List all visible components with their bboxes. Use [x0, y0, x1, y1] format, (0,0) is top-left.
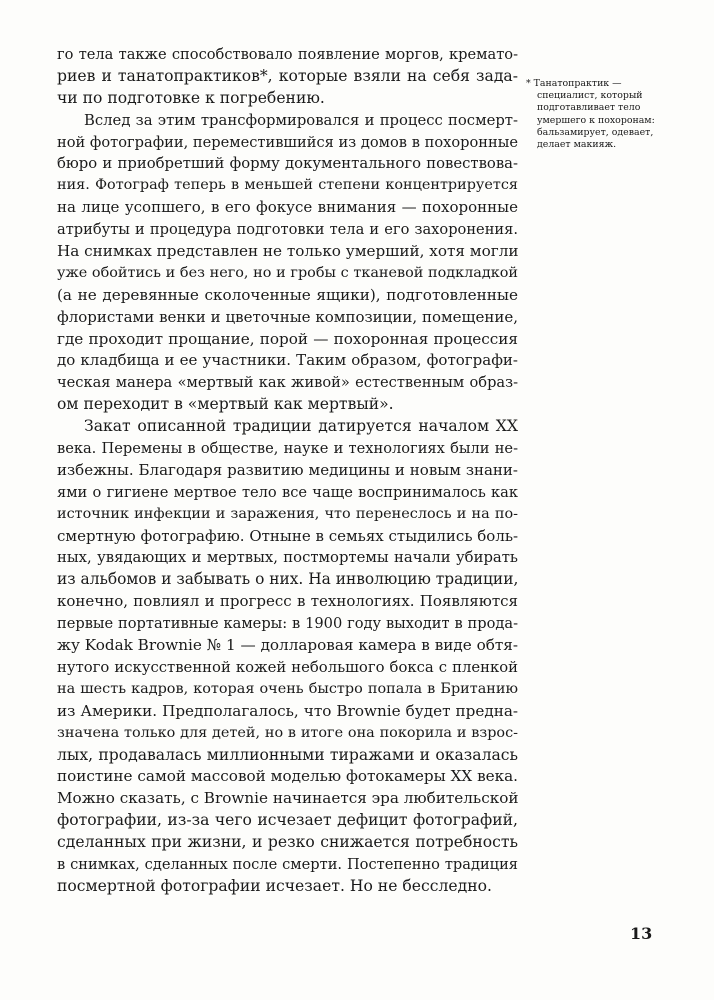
main-text	[57, 44, 518, 898]
text-line: первые портативные камеры: в 1900 году выходит в прода-	[57, 615, 518, 633]
text-line: лых, продавалась миллионными тиражами и оказалась	[57, 745, 518, 764]
text-line: На снимках представлен не только умерший, хотя могли	[57, 242, 519, 261]
note-line: * Танатопрактик —	[526, 78, 622, 89]
text-line: ом переходит в «мертвый как мертвый».	[57, 395, 394, 414]
note-line: делает макияж.	[537, 139, 617, 151]
text-line: избежны. Благодаря развитию медицины и новым знани-	[57, 460, 518, 479]
text-line: на лице усопшего, в его фокусе внимания — похоронные	[57, 198, 518, 217]
note-line: подготавливает тело	[537, 102, 641, 114]
text-line: конечно, повлиял и прогресс в технологиях. Появляются	[57, 592, 518, 611]
text-line: фотографии, из-за чего исчезает дефицит фотографий,	[57, 811, 518, 830]
text-line: значена только для детей, но в итоге она покорила и взрос-	[57, 724, 518, 741]
text-line: сделанных при жизни, и резко снижается потребность	[57, 833, 518, 852]
note-line: бальзамирует, одевает,	[537, 126, 654, 138]
note-line: умершего к похоронам:	[537, 114, 655, 126]
paragraph	[57, 110, 518, 416]
text-line: из альбомов и забывать о них. На инволюцию традиции,	[57, 570, 519, 589]
text-line: чи по подготовке к погребению.	[57, 88, 325, 107]
text-line: ных, увядающих и мертвых, постмортемы начали убирать	[57, 549, 518, 567]
text-line: флористами венки и цветочные композиции, помещение,	[57, 307, 518, 326]
page-number: 13	[630, 924, 653, 943]
text-line: из Америки. Предполагалось, что Brownie будет предна-	[57, 701, 518, 720]
text-line: до кладбища и ее участники. Таким образом, фотографи-	[57, 351, 518, 370]
text-line: где проходит прощание, порой — похоронная процессия	[57, 329, 518, 348]
text-line: ной фотографии, переместившийся из домов в похоронные	[57, 133, 518, 151]
text-line: (а не деревянные сколоченные ящики), подготовленные	[57, 285, 518, 304]
paragraph	[57, 416, 518, 898]
text-line: ями о гигиене мертвое тело все чаще воспринималось как	[57, 483, 518, 501]
paragraph	[57, 44, 518, 110]
text-line: в снимках, сделанных после смерти. Постепенно традиция	[57, 855, 518, 873]
text-line: источник инфекции и заражения, что перенеслось и на по-	[57, 505, 518, 522]
text-line: ния. Фотограф теперь в меньшей степени концентрируется	[57, 177, 518, 194]
text-line: Вслед за этим трансформировался и процесс посмерт-	[84, 111, 518, 129]
text-line: нутого искусственной кожей небольшого бокса с пленкой	[57, 658, 518, 676]
text-line: атрибуты и процедура подготовки тела и его захоронения.	[57, 221, 518, 239]
note-line: специалист, который	[537, 90, 643, 102]
text-line: го тела также способствовало появление моргов, кремато-	[57, 46, 518, 63]
margin-note	[526, 78, 686, 151]
text-line: поистине самой массовой моделью фотокамеры XX века.	[57, 767, 518, 786]
text-line: ческая манера «мертвый как живой» естественным образ-	[57, 374, 518, 392]
text-line: Закат описанной традиции датируется началом XX	[84, 417, 518, 436]
text-line: посмертной фотографии исчезает. Но не бесследно.	[57, 876, 492, 895]
text-line: смертную фотографию. Отныне в семьях стыдились боль-	[57, 526, 519, 545]
text-line: уже обойтись и без него, но и гробы с тканевой подкладкой	[57, 264, 518, 281]
text-line: Можно сказать, с Brownie начинается эра любительской	[57, 789, 519, 808]
text-line: бюро и приобретший форму документального повествова-	[57, 155, 518, 173]
text-line: жу Kodak Brownie № 1 — долларовая камера в виде обтя-	[57, 636, 518, 655]
text-line: риев и танатопрактиков*, которые взяли на себя зада-	[57, 66, 518, 85]
text-line: века. Перемены в обществе, науке и технологиях были не-	[57, 440, 518, 458]
text-line: на шесть кадров, которая очень быстро попала в Британию	[57, 680, 518, 697]
